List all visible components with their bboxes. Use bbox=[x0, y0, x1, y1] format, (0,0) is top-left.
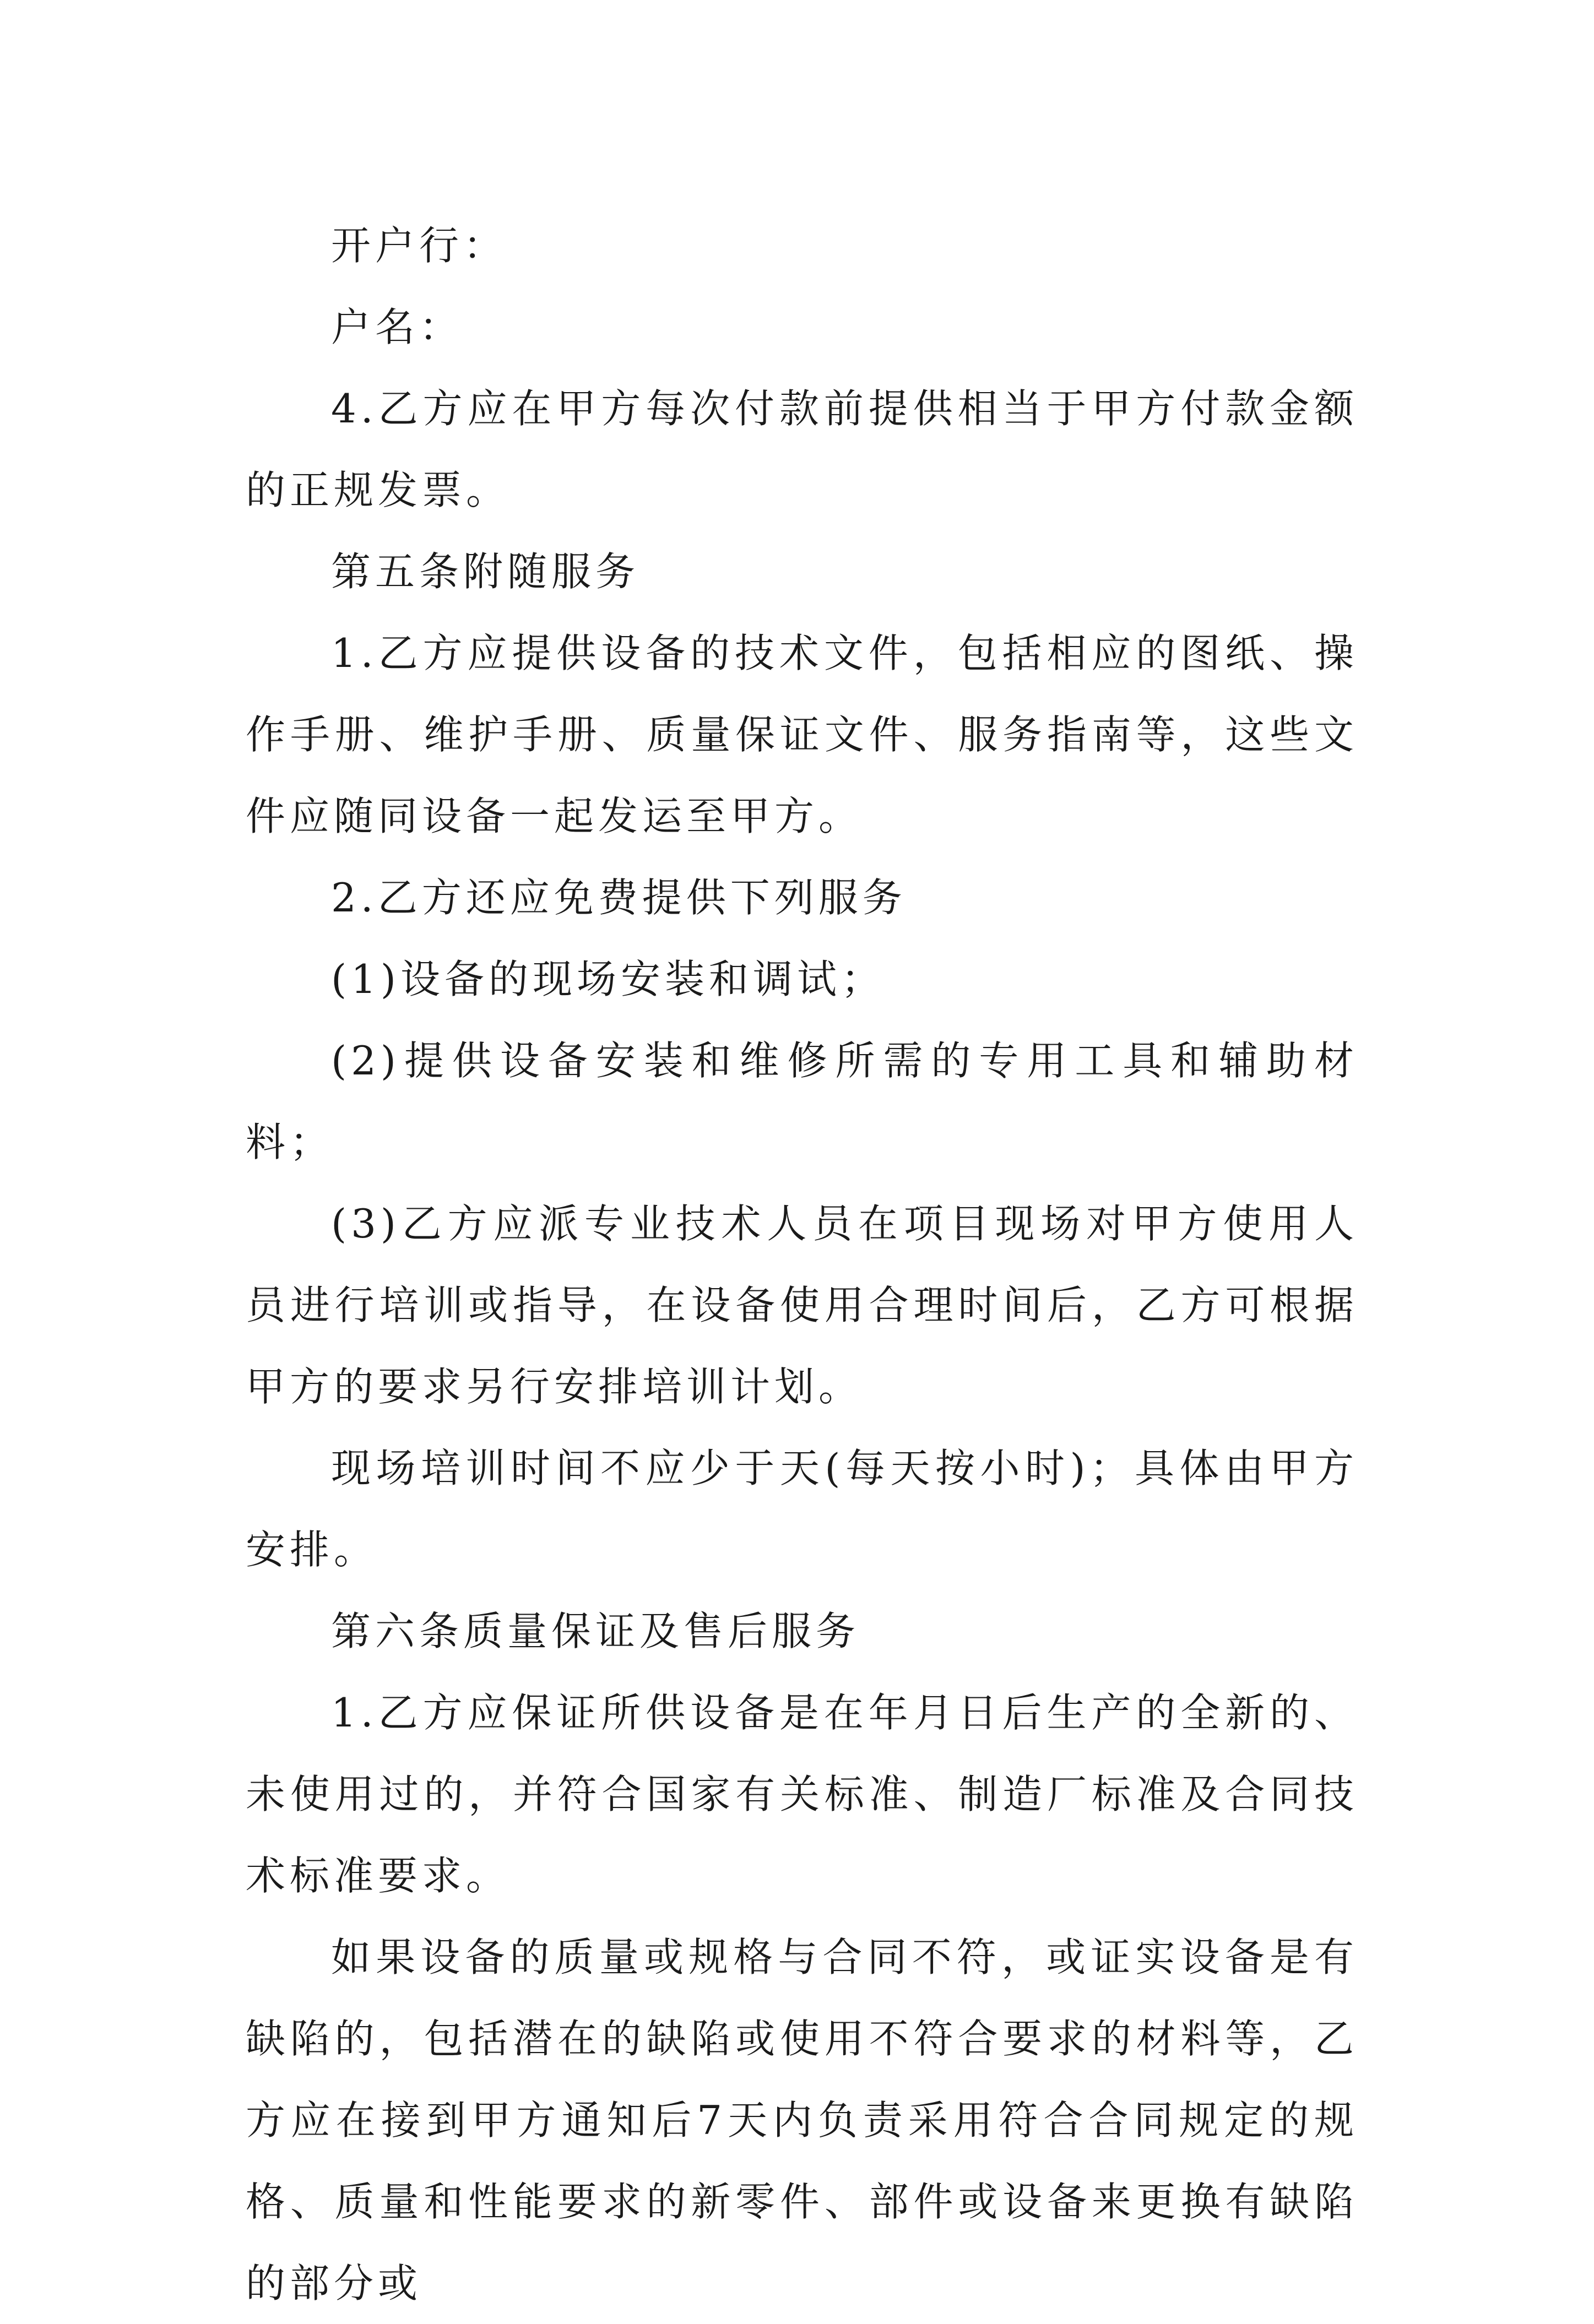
paragraph-invoice: 4.乙方应在甲方每次付款前提供相当于甲方付款金额的正规发票。 bbox=[246, 385, 1358, 513]
paragraph-bank: 开户行： bbox=[331, 222, 508, 269]
paragraph-installation: (1)设备的现场安装和调试； bbox=[331, 956, 885, 1002]
paragraph-quality-guarantee: 1.乙方应保证所供设备是在年月日后生产的全新的、未使用过的，并符合国家有关标准、制造厂标准及合同技术标准要求。 bbox=[246, 1690, 1358, 1899]
document-body bbox=[246, 205, 1358, 2324]
paragraph-technical-docs: 1.乙方应提供设备的技术文件，包括相应的图纸、操作手册、维护手册、质量保证文件、服务指南等，这些文件应随同设备一起发运至甲方。 bbox=[246, 630, 1358, 839]
heading-article-6: 第六条质量保证及售后服务 bbox=[331, 1608, 860, 1654]
paragraph-free-services: 2.乙方还应免费提供下列服务 bbox=[331, 875, 907, 921]
paragraph-account-name: 户名： bbox=[331, 304, 464, 350]
paragraph-tools: (2)提供设备安装和维修所需的专用工具和辅助材料； bbox=[246, 1038, 1358, 1165]
paragraph-training: (3)乙方应派专业技术人员在项目现场对甲方使用人员进行培训或指导，在设备使用合理时间后，乙方可根据甲方的要求另行安排培训计划。 bbox=[246, 1201, 1358, 1410]
paragraph-defects: 如果设备的质量或规格与合同不符，或证实设备是有缺陷的，包括潜在的缺陷或使用不符合要求的材料等，乙方应在接到甲方通知后7天内负责采用符合合同规定的规格、质量和性能要求的新零件、部件或设备来更换有缺陷的部分或 bbox=[246, 1934, 1358, 2306]
heading-article-5: 第五条附随服务 bbox=[331, 549, 640, 595]
paragraph-training-time: 现场培训时间不应少于天(每天按小时)；具体由甲方安排。 bbox=[246, 1445, 1358, 1573]
